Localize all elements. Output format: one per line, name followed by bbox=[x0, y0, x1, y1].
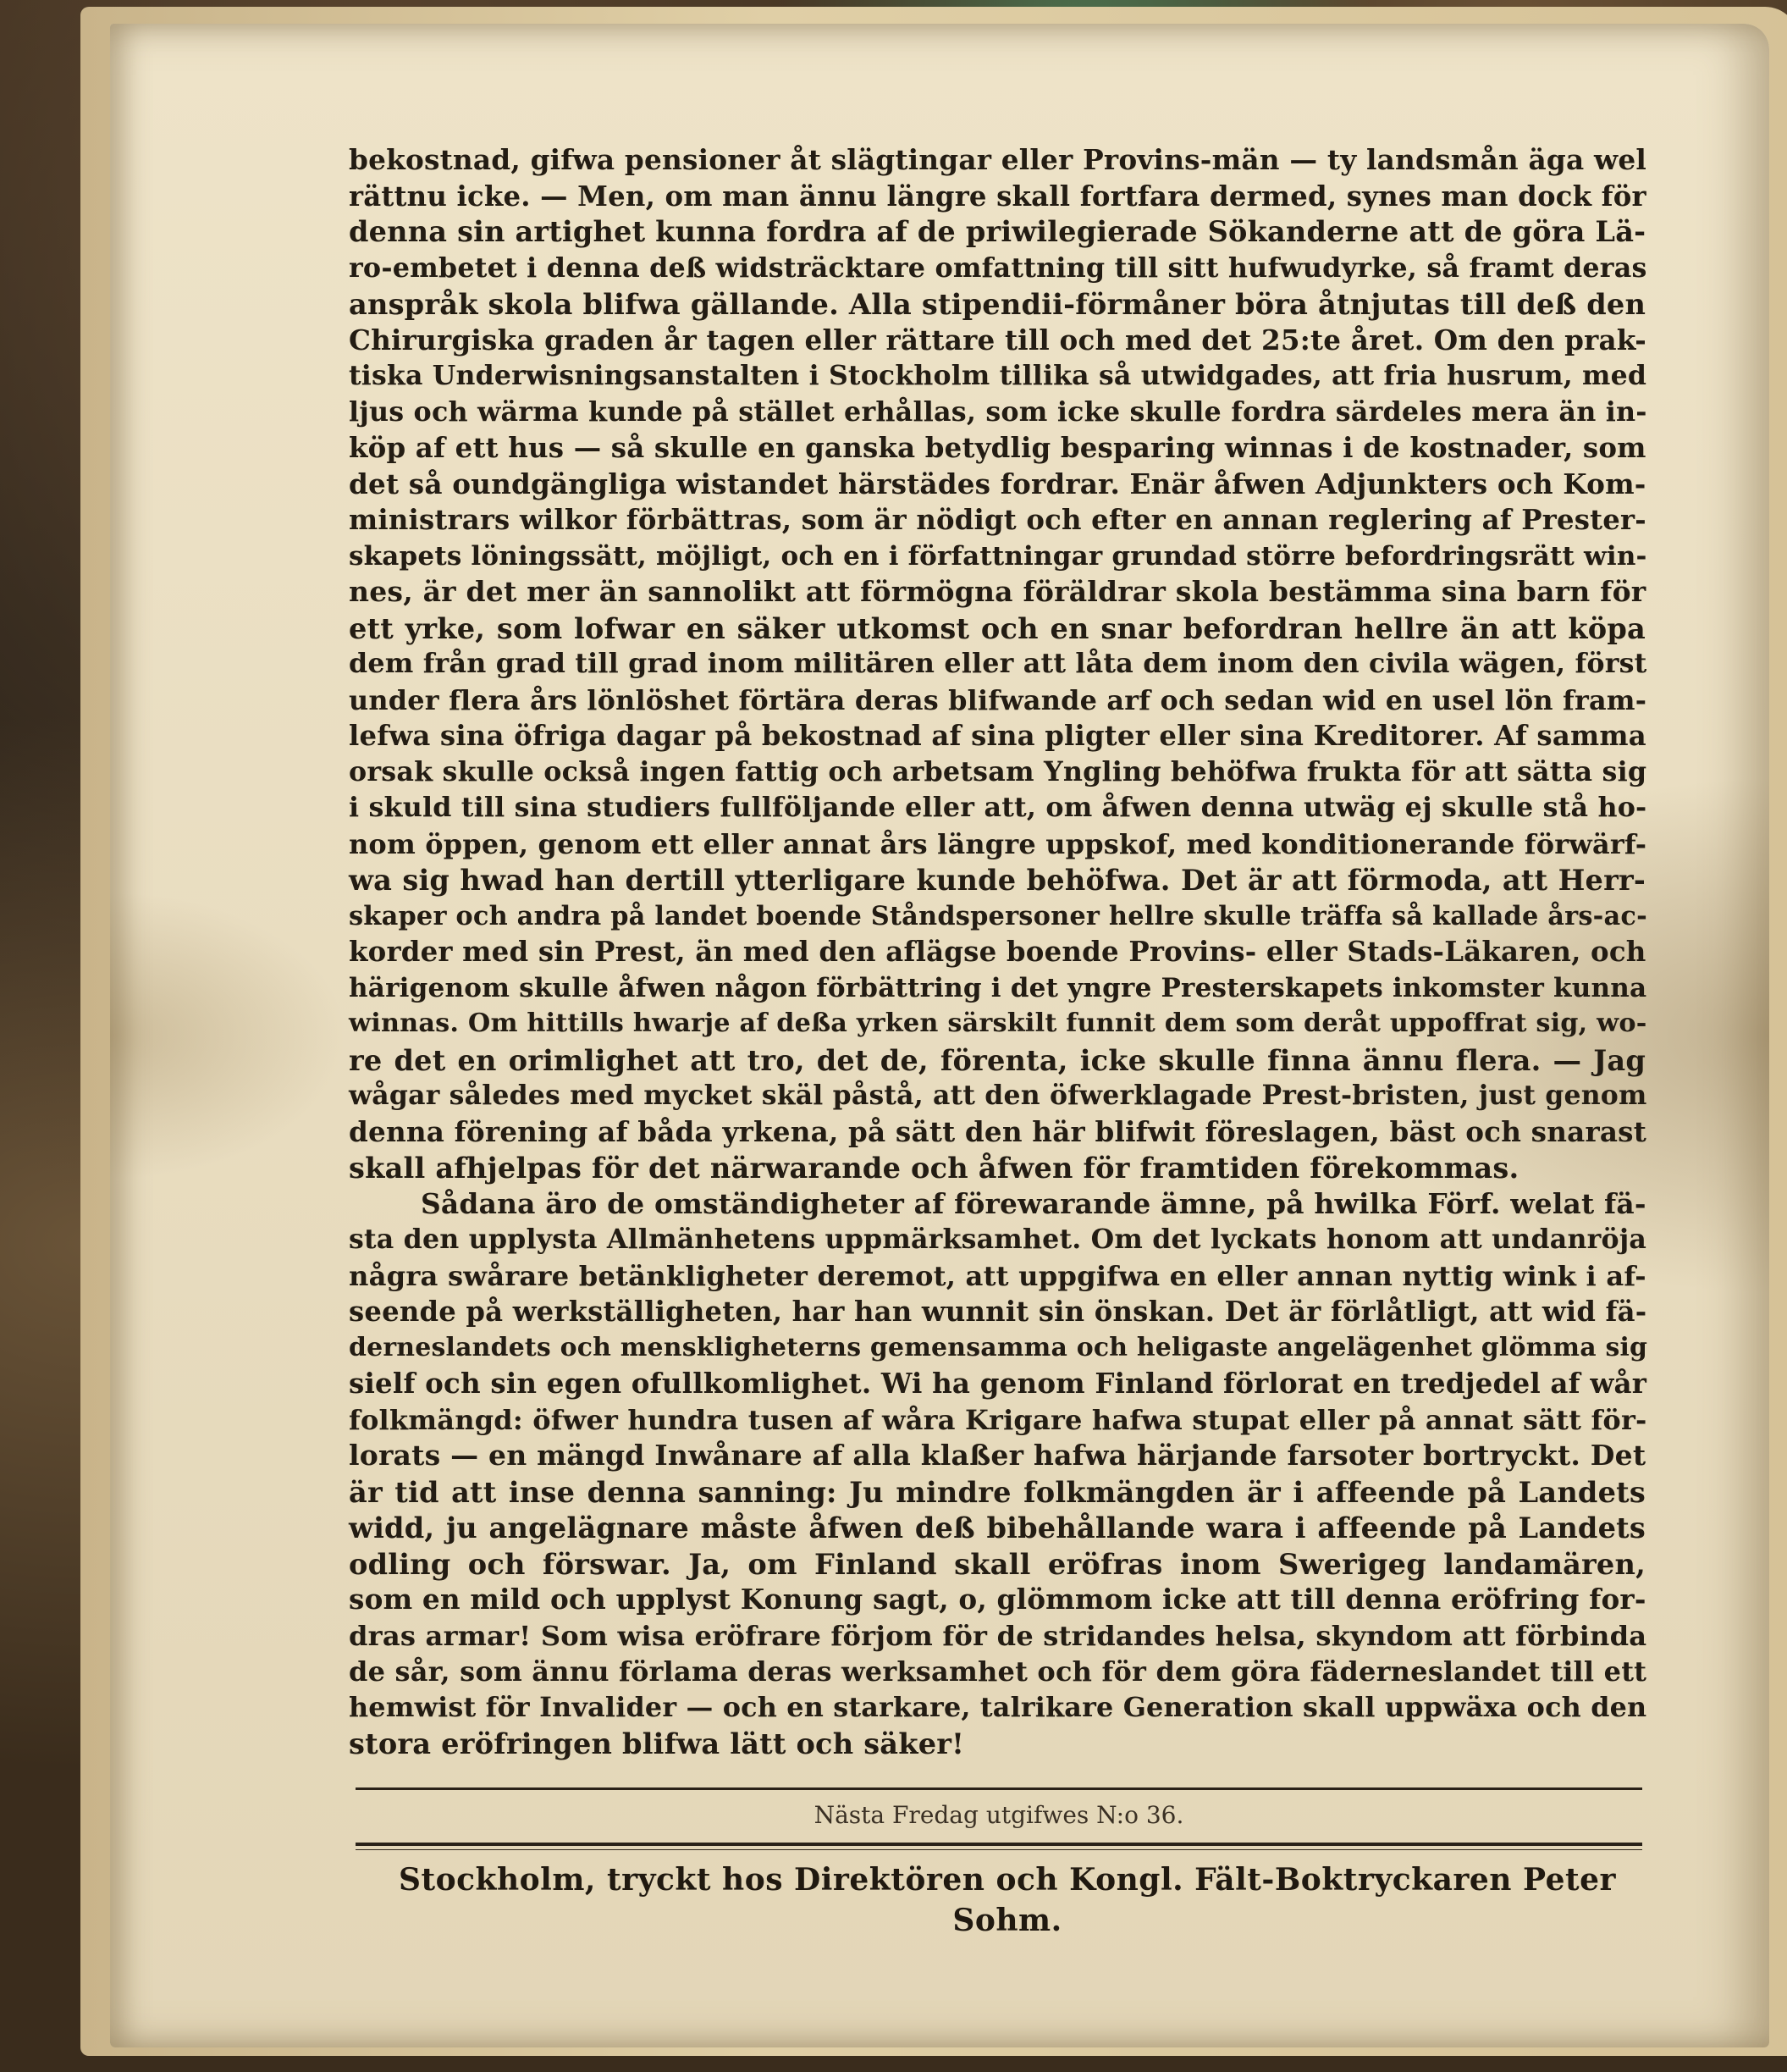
text-line: under flera års lönlöshet förtära deras blifwande arf och sedan wid en usel lön fram- bbox=[349, 683, 1647, 716]
text-line: dras armar! Som wisa eröfrare förjom för de stridandes helsa, skyndom att förbinda bbox=[349, 1619, 1647, 1652]
next-issue-notice: Nästa Fredag utgifwes N:o 36. bbox=[814, 1801, 1184, 1829]
text-line: anspråk skola blifwa gällande. Alla stipendii-förmåner böra åtnjutas till deß den bbox=[349, 287, 1646, 321]
text-line: ministrars wilkor förbättras, som är nödigt och efter en annan reglering af Prester- bbox=[349, 504, 1646, 536]
text-line: Sådana äro de omständigheter af förewarande ämne, på hwilka Förf. welat fä- bbox=[421, 1186, 1646, 1220]
text-line: seende på werkställigheten, har han wunnit sin önskan. Det är förlåtligt, att wid fä- bbox=[349, 1296, 1647, 1328]
text-line: denna förening af båda yrkena, på sätt den här blifwit föreslagen, bäst och snarast bbox=[349, 1114, 1646, 1148]
text-line: folkmängd: öfwer hundra tusen af wåra Krigare hafwa stupat eller på annat sätt för- bbox=[349, 1403, 1647, 1436]
text-line: re det en orimlighet att tro, det de, förenta, icke skulle finna ännu flera. — Jag bbox=[349, 1042, 1646, 1077]
text-line: som en mild och upplyst Konung sagt, o, glömmom icke att till denna eröfring for- bbox=[349, 1583, 1646, 1616]
text-line: odling och förswar. Ja, om Finland skall eröfras inom Swerigeg landamären, bbox=[349, 1546, 1646, 1581]
text-line: köp af ett hus — så skulle en ganska betydlig besparing winnas i de kostnader, som bbox=[349, 432, 1646, 464]
divider-rule-thin bbox=[356, 1849, 1642, 1850]
text-line: lefwa sina öfriga dagar på bekostnad af sina pligter eller sina Kreditorer. Af samma bbox=[349, 720, 1646, 752]
text-line: ett yrke, som lofwar en säker utkomst och en snar befordran hellre än att köpa bbox=[349, 611, 1646, 645]
text-line: bekostnad, gifwa pensioner åt slägtingar eller Provins-män — ty landsmån äga wel bbox=[349, 143, 1646, 176]
text-line: wa sig hwad han dertill ytterligare kunde behöfwa. Det är att förmoda, att Herr- bbox=[349, 863, 1646, 897]
text-line: tiska Underwisningsanstalten i Stockholm tillika så utwidgades, att fria husrum, med bbox=[349, 360, 1647, 391]
text-line: ro-embetet i denna deß widsträcktare omfattning till sitt hufwudyrke, så framt deras bbox=[349, 251, 1647, 284]
divider-rule bbox=[356, 1787, 1642, 1790]
text-line: widd, ju angelägnare måste åfwen deß bibehållande wara i affeende på Landets bbox=[349, 1511, 1646, 1544]
text-line: derneslandets och menskligheterns gemensamma och heligaste angelägenhet glömma sig bbox=[349, 1332, 1648, 1362]
text-line: rättnu icke. — Men, om man ännu längre skall fortfara dermed, synes man dock för bbox=[349, 180, 1646, 213]
divider-rule-double bbox=[356, 1843, 1642, 1846]
text-line: dem från grad till grad inom militären eller att låta dem inom den civila wägen, först bbox=[349, 648, 1647, 679]
text-line: nes, är det mer än sannolikt att förmögna föräldrar skola bestämma sina barn för bbox=[349, 575, 1646, 608]
text-line: några swårare betänkligheter deremot, att uppgifwa en eller annan nyttig wink i af- bbox=[349, 1259, 1646, 1292]
text-line: ljus och wärma kunde på stället erhållas, som icke skulle fordra särdeles mera än in- bbox=[349, 395, 1647, 428]
page-body-text bbox=[349, 142, 1646, 1762]
text-line: härigenom skulle åfwen någon förbättring i det yngre Presterskapets inkomster kunna bbox=[349, 972, 1647, 1003]
text-line: wågar således med mycket skäl påstå, att den öfwerklagade Prest-bristen, just genom bbox=[349, 1080, 1647, 1111]
printer-imprint: Stockholm, tryckt hos Direktören och Kongl. Fält-Boktryckaren Peter Sohm. bbox=[398, 1862, 1617, 1938]
text-line: korder med sin Prest, än med den aflägse boende Provins- eller Stads-Läkaren, och bbox=[349, 936, 1646, 968]
text-line: sta den upplysta Allmänhetens uppmärksamhet. Om det lyckats honom att undanröja bbox=[349, 1224, 1647, 1255]
text-line: skapets löningssätt, möjligt, och en i författningar grundad större befordringsrätt win- bbox=[349, 540, 1647, 572]
text-line: skall afhjelpas för det närwarande och åfwen för framtiden förekommas. bbox=[349, 1151, 1520, 1185]
text-line: skaper och andra på landet boende Ståndspersoner hellre skulle träffa så kallade års-ac- bbox=[349, 900, 1647, 931]
text-line: hemwist för Invalider — och en starkare, talrikare Generation skall uppwäxa och den bbox=[349, 1691, 1647, 1723]
text-line: denna sin artighet kunna fordra af de priwilegierade Sökanderne att de göra Lä- bbox=[349, 215, 1646, 248]
text-line: sielf och sin egen ofullkomlighet. Wi ha genom Finland förlorat en tredjedel af wår bbox=[349, 1367, 1647, 1400]
text-line: de sår, som ännu förlama deras werksamhet och för dem göra fäderneslandet till ett bbox=[349, 1655, 1647, 1688]
text-line: lorats — en mängd Inwånare af alla klaßer hafwa härjande farsoter bortryckt. Det bbox=[349, 1439, 1646, 1472]
text-line: Chirurgiska graden år tagen eller rättare till och med det 25:te året. Om den prak- bbox=[349, 323, 1646, 356]
text-line: det så oundgängliga wistandet härstädes fordrar. Enär åfwen Adjunkters och Kom- bbox=[349, 467, 1646, 500]
text-line: orsak skulle också ingen fattig och arbetsam Yngling behöfwa frukta för att sätta sig bbox=[349, 755, 1647, 787]
text-line: stora eröfringen blifwa lätt och säker! bbox=[349, 1727, 965, 1760]
text-line: nom öppen, genom ett eller annat års längre uppskof, med konditionerande förwärf- bbox=[349, 827, 1647, 860]
text-line: winnas. Om hittills hwarje af deßa yrken särskilt funnit dem som deråt uppoffrat sig, wo- bbox=[349, 1008, 1647, 1038]
text-line: är tid att inse denna sanning: Ju mindre folkmängden är i affeende på Landets bbox=[349, 1474, 1646, 1509]
text-line: i skuld till sina studiers fullföljande eller att, om åfwen denna utwäg ej skulle stå ho- bbox=[349, 792, 1647, 823]
